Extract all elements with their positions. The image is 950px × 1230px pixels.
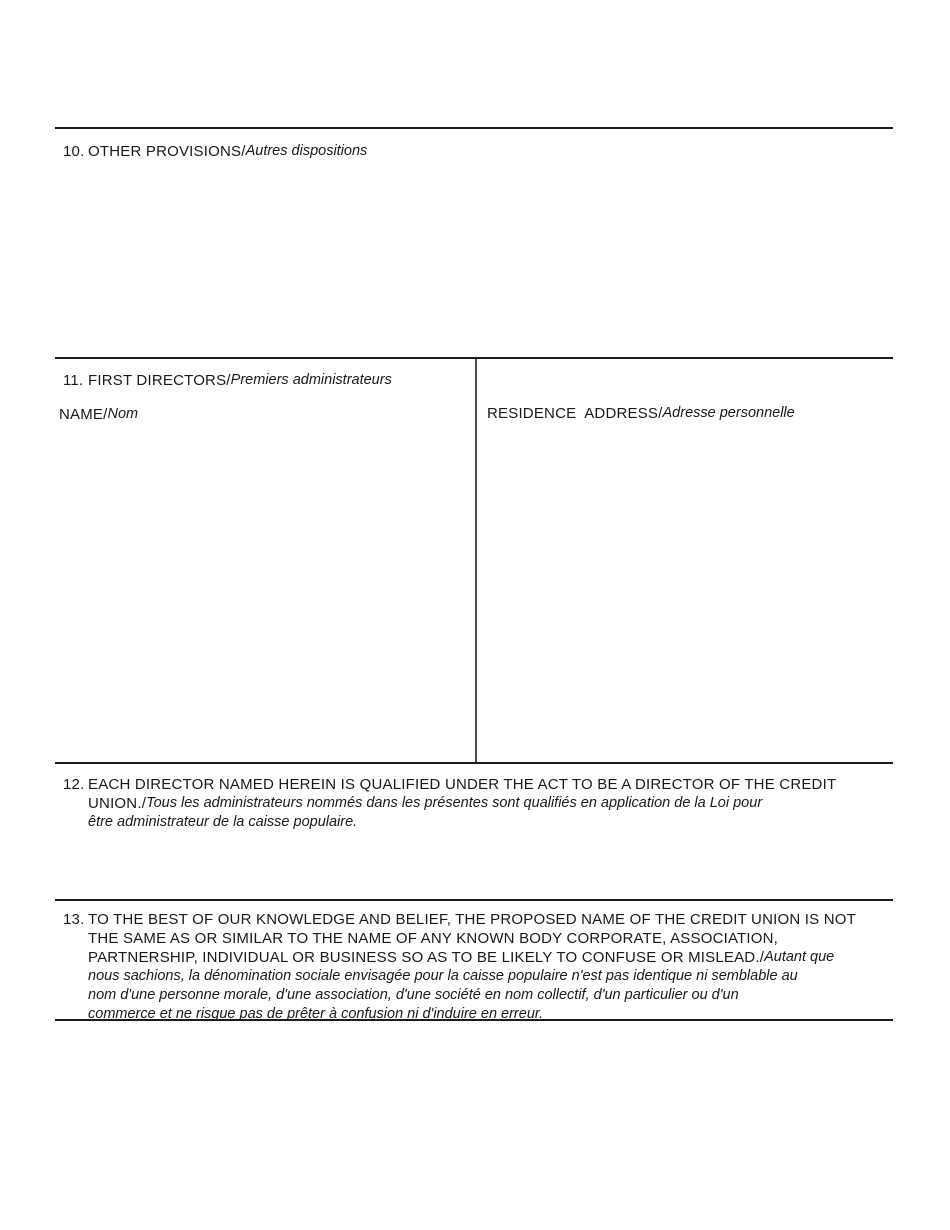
other-provisions-entry-area[interactable] (63, 161, 885, 341)
section11-number: 11. (63, 372, 84, 389)
section12-line2-fr: Tous les administrateurs nommés dans les présentes sont qualifiés en application de la Loi pour (146, 795, 763, 811)
address-column-label (487, 404, 883, 423)
first-directors-address-column (475, 359, 893, 762)
section10-heading (63, 142, 885, 161)
address-label-fr: Adresse personnelle (662, 405, 795, 421)
directors-name-entry-area[interactable] (63, 424, 467, 724)
section13-line4-fr: nous sachions, la dénomination sociale envisagée pour la caisse populaire n'est pas identique ni semblable au (88, 968, 798, 984)
section12-line-3 (88, 813, 885, 832)
section10-title-fr: Autres dispositions (245, 143, 368, 159)
section13-line-3 (88, 948, 885, 967)
section12-line1-en: EACH DIRECTOR NAMED HEREIN IS QUALIFIED UNDER THE ACT TO BE A DIRECTOR OF THE CREDIT (88, 776, 837, 793)
column-divider-line (475, 359, 477, 762)
section11-heading (63, 371, 467, 390)
section13-line3-en: PARTNERSHIP, INDIVIDUAL OR BUSINESS SO AS TO BE LIKELY TO CONFUSE OR MISLEAD./ (88, 949, 765, 966)
section13-line5-fr: nom d'une personne morale, d'une association, d'une société en nom collectif, d'un particulier ou d'un (88, 987, 739, 1003)
address-label-en: RESIDENCE ADDRESS/ (487, 405, 663, 422)
section12-line3-fr: être administrateur de la caisse populaire. (88, 814, 358, 830)
section-first-directors (55, 357, 893, 762)
section13-line-1 (63, 910, 885, 929)
section12-number: 12. (63, 776, 85, 793)
first-directors-name-column (55, 359, 475, 762)
section12-line2-en: UNION./ (88, 795, 147, 812)
section10-number: 10. (63, 143, 85, 160)
section13-line-5 (88, 986, 885, 1005)
section13-number: 13. (63, 911, 85, 928)
section13-line-2 (88, 929, 885, 948)
section12-line-1 (63, 775, 885, 794)
section11-title-en: FIRST DIRECTORS/ (88, 372, 231, 389)
section13-line-6 (88, 1005, 885, 1024)
section12-line-2 (88, 794, 885, 813)
section13-line2-en: THE SAME AS OR SIMILAR TO THE NAME OF ANY KNOWN BODY CORPORATE, ASSOCIATION, (88, 930, 779, 947)
section-director-qualification (55, 762, 893, 899)
section13-line6-fr: commerce et ne risque pas de prêter à confusion ni d'induire en erreur. (88, 1006, 544, 1022)
section13-line1-en: TO THE BEST OF OUR KNOWLEDGE AND BELIEF, THE PROPOSED NAME OF THE CREDIT UNION IS NOT (88, 911, 856, 928)
name-label-fr: Nom (107, 406, 139, 422)
name-label-en: NAME/ (59, 406, 108, 423)
section11-title-fr: Premiers administrateurs (230, 372, 392, 388)
name-column-label (59, 405, 467, 424)
section10-title-en: OTHER PROVISIONS/ (88, 143, 246, 160)
section-other-provisions (55, 127, 893, 357)
section13-line-4 (88, 967, 885, 986)
section-proposed-name-statement (55, 899, 893, 1021)
section13-line3-fr: Autant que (764, 949, 835, 965)
directors-address-entry-area[interactable] (487, 423, 883, 723)
